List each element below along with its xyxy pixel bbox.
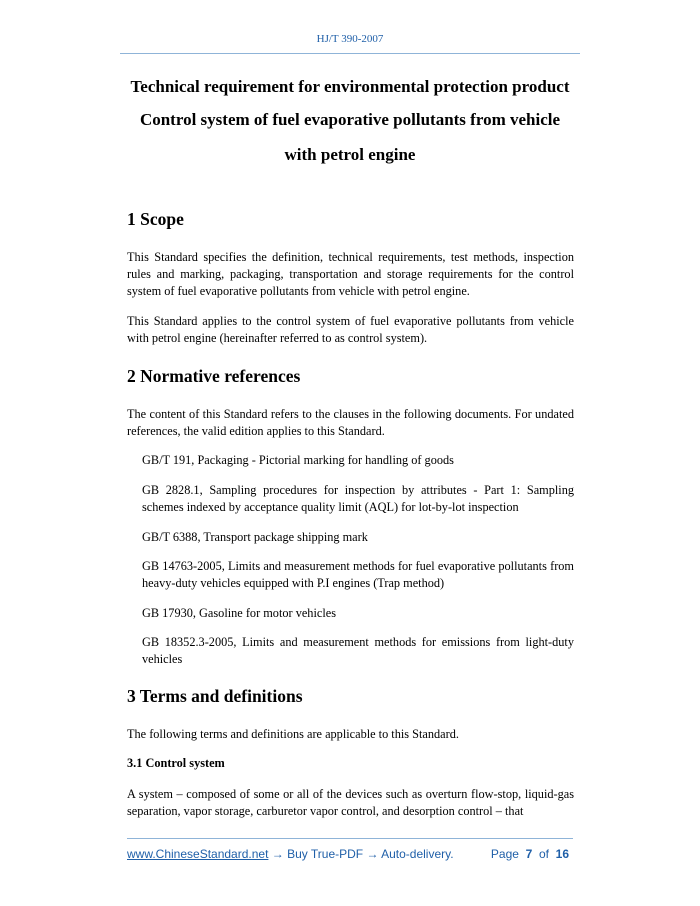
total-page-count: 16 [555, 847, 569, 861]
page-label: Page [490, 847, 519, 861]
footer-promo-text: → Buy True-PDF → Auto-delivery. [268, 847, 454, 861]
footer-divider [127, 838, 573, 839]
reference-item: GB 2828.1, Sampling procedures for inspection by attributes - Part 1: Sampling schemes indexed by acceptance quality limit (AQL) for lot-by-lot inspection [142, 483, 574, 514]
subsection-heading-control-system: 3.1 Control system [127, 756, 225, 770]
section-heading-terms-and-definitions: 3 Terms and definitions [127, 686, 303, 706]
current-page-number: 7 [525, 847, 533, 861]
reference-item: GB/T 6388, Transport package shipping mark [142, 530, 368, 544]
reference-item: GB 18352.3-2005, Limits and measurement methods for emissions from light-duty vehicles [142, 635, 574, 666]
scope-paragraph-1: This Standard specifies the definition, technical requirements, test methods, inspection rules and marking, packaging, transportation and storage requirements for the control system of fuel evaporative pollutants from vehicle with petrol engine. [127, 250, 574, 298]
document-title-line-1: Technical requirement for environmental protection product [130, 77, 570, 96]
website-link[interactable]: www.ChineseStandard.net [127, 847, 269, 861]
document-code-header: HJ/T 390-2007 [316, 33, 384, 45]
reference-item: GB/T 191, Packaging - Pictorial marking for handling of goods [142, 453, 454, 467]
document-title-line-3: with petrol engine [284, 145, 416, 164]
of-label: of [538, 847, 549, 861]
reference-item: GB 14763-2005, Limits and measurement methods for fuel evaporative pollutants from heavy-duty vehicles equipped with P.I engines (Trap method) [142, 559, 574, 590]
section-heading-scope: 1 Scope [127, 209, 184, 229]
page-footer [127, 847, 573, 861]
header-divider [120, 53, 580, 54]
references-intro: The content of this Standard refers to the clauses in the following documents. For undated references, the valid edition applies to this Standard. [127, 407, 574, 438]
section-heading-normative-references: 2 Normative references [127, 366, 301, 386]
document-title-line-2: Control system of fuel evaporative pollutants from vehicle [139, 110, 561, 129]
terms-intro: The following terms and definitions are applicable to this Standard. [127, 727, 459, 741]
scope-paragraph-2: This Standard applies to the control system of fuel evaporative pollutants from vehicle with petrol engine (hereinafter referred to as control system). [127, 314, 574, 345]
reference-item: GB 17930, Gasoline for motor vehicles [142, 606, 336, 620]
page-indicator [491, 847, 569, 861]
control-system-definition: A system – composed of some or all of the devices such as overturn flow-stop, liquid-gas separation, vapor storage, carburetor vapor control, and desorption control – that [127, 787, 574, 818]
